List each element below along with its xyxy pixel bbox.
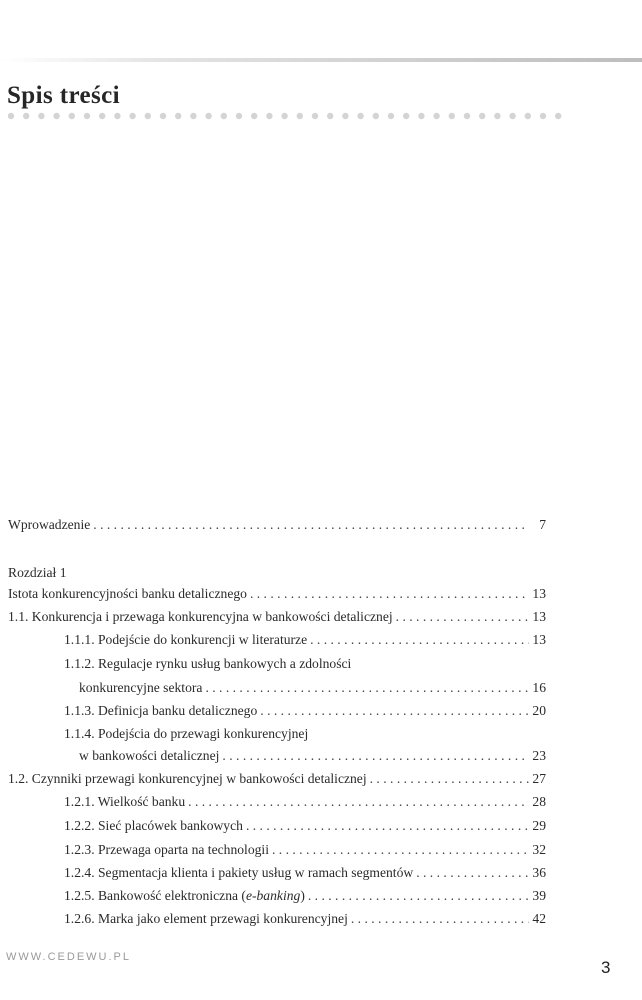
toc-entry-introduction[interactable]: Wprowadzenie . . . 7 <box>8 516 546 533</box>
emphasis-term: e-banking <box>245 888 301 903</box>
toc-entry-1-2-5[interactable]: 1.2.5. Bankowość elektroniczna (e-banking) . . . 39 <box>64 887 546 904</box>
toc-entry-1-2-1[interactable]: 1.2.1. Wielkość banku . . . 28 <box>64 793 546 810</box>
toc-entry-1-2-4[interactable]: 1.2.4. Segmentacja klienta i pakiety usług w ramach segmentów . . . 36 <box>64 864 546 881</box>
toc-entry-1-1-3[interactable]: 1.1.3. Definicja banku detalicznego . . . 20 <box>64 702 546 719</box>
chapter-label: Rozdział 1 <box>8 565 67 580</box>
toc-entry-1-2-2[interactable]: 1.2.2. Sieć placówek bankowych . . . 29 <box>64 817 546 834</box>
toc-entry-1-1-2-line1[interactable]: 1.1.2. Regulacje rynku usług bankowych a zdolności <box>64 656 352 671</box>
footer-url[interactable]: WWW.CEDEWU.PL <box>6 951 131 963</box>
toc-entry-1-1[interactable]: 1.1. Konkurencja i przewaga konkurencyjna w bankowości detalicznej . . . 13 <box>8 608 546 625</box>
page-title: Spis treści <box>7 82 120 109</box>
toc-entry-1-1-4-line1[interactable]: 1.1.4. Podejścia do przewagi konkurencyjnej <box>64 726 309 741</box>
toc-entry-1-2-3[interactable]: 1.2.3. Przewaga oparta na technologii . . . 32 <box>64 841 546 858</box>
toc-entry-chapter-title[interactable]: Istota konkurencyjności banku detalicznego . . . 13 <box>8 585 546 602</box>
page-number: 3 <box>601 958 611 977</box>
toc-entry-1-2-6[interactable]: 1.2.6. Marka jako element przewagi konkurencyjnej . . . 42 <box>64 910 546 927</box>
toc-entry-1-1-4[interactable]: w bankowości detalicznej . . . 23 <box>79 747 546 764</box>
toc-entry-1-2[interactable]: 1.2. Czynniki przewagi konkurencyjnej w bankowości detalicznej . . . 27 <box>8 770 546 787</box>
toc-entry-1-1-1[interactable]: 1.1.1. Podejście do konkurencji w literaturze . . . 13 <box>64 631 546 648</box>
toc-entry-1-1-2[interactable]: konkurencyjne sektora . . . 16 <box>79 679 546 696</box>
